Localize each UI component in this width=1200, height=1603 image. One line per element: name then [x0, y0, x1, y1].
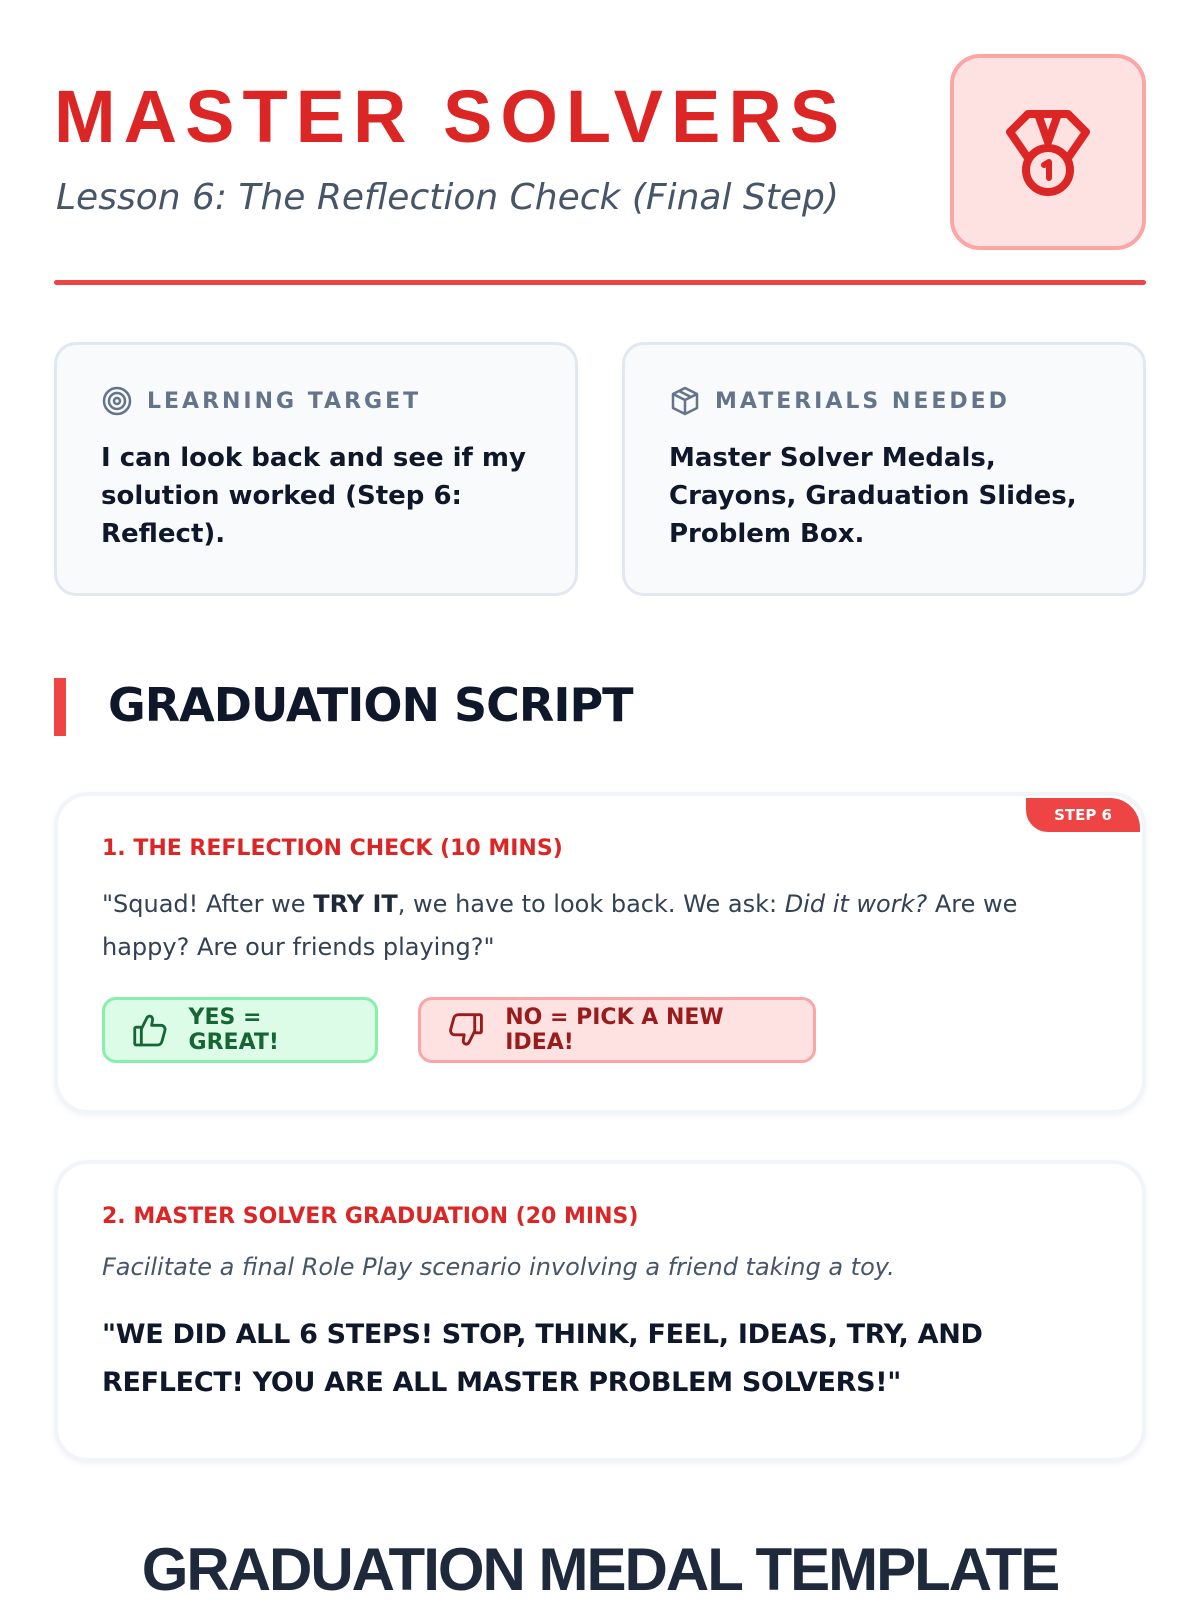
materials-label-text: MATERIALS NEEDED: [715, 388, 1010, 414]
header-divider: [54, 280, 1146, 285]
medal-badge: [950, 54, 1146, 250]
thumbs-up-icon: [131, 1010, 169, 1050]
learning-target-label: [101, 385, 533, 417]
no-label: NO = PICK A NEW IDEA!: [505, 1005, 724, 1055]
materials-label: [669, 385, 1101, 417]
learning-target-text: I can look back and see if my solution worked (Step 6: Reflect).: [101, 443, 526, 549]
reflection-choices: [102, 997, 1098, 1063]
yes-great-button[interactable]: [102, 997, 378, 1063]
target-icon: [101, 385, 133, 417]
learning-target-label-text: LEARNING TARGET: [147, 388, 422, 414]
reflection-check-title: 1. THE REFLECTION CHECK (10 MINS): [102, 836, 563, 861]
info-cards: [54, 342, 1146, 596]
graduation-title: 2. MASTER SOLVER GRADUATION (20 MINS): [102, 1204, 639, 1229]
step-badge: STEP 6: [1026, 798, 1140, 832]
lesson-page: [54, 0, 1146, 1603]
graduation-shout: "WE DID ALL 6 STEPS! STOP, THINK, FEEL, IDEAS, TRY, AND REFLECT! YOU ARE ALL MASTER PROBLEM SOLVERS!": [102, 1319, 983, 1398]
quote-italic: Did it work?: [784, 890, 928, 918]
medal-icon: [998, 102, 1098, 202]
quote-part-3: Are we happy? Are our friends playing?": [102, 890, 1018, 961]
graduation-instruction: Facilitate a final Role Play scenario involving a friend taking a toy.: [102, 1253, 895, 1281]
header: [54, 0, 1146, 290]
section-accent-bar: [54, 678, 66, 736]
lesson-subtitle: Lesson 6: The Reflection Check (Final Step): [56, 177, 839, 218]
quote-part-2: , we have to look back. We ask:: [397, 890, 785, 918]
reflection-quote: [102, 883, 1098, 969]
no-new-idea-button[interactable]: [418, 997, 816, 1063]
page-title: MASTER SOLVERS: [54, 75, 848, 158]
section-title: GRADUATION SCRIPT: [108, 678, 633, 732]
materials-text: Master Solver Medals, Crayons, Graduation Slides, Problem Box.: [669, 443, 1077, 549]
graduation-card: [54, 1160, 1146, 1462]
quote-bold: TRY IT: [313, 890, 398, 918]
reflection-check-card: [54, 792, 1146, 1114]
thumbs-down-icon: [447, 1010, 485, 1050]
materials-card: [622, 342, 1146, 596]
yes-label: YES = GREAT!: [188, 1005, 279, 1055]
quote-part-1: "Squad! After we: [102, 890, 314, 918]
box-icon: [669, 385, 701, 417]
section-heading: [54, 678, 1146, 738]
learning-target-card: [54, 342, 578, 596]
medal-template-title: GRADUATION MEDAL TEMPLATE: [141, 1536, 1059, 1603]
